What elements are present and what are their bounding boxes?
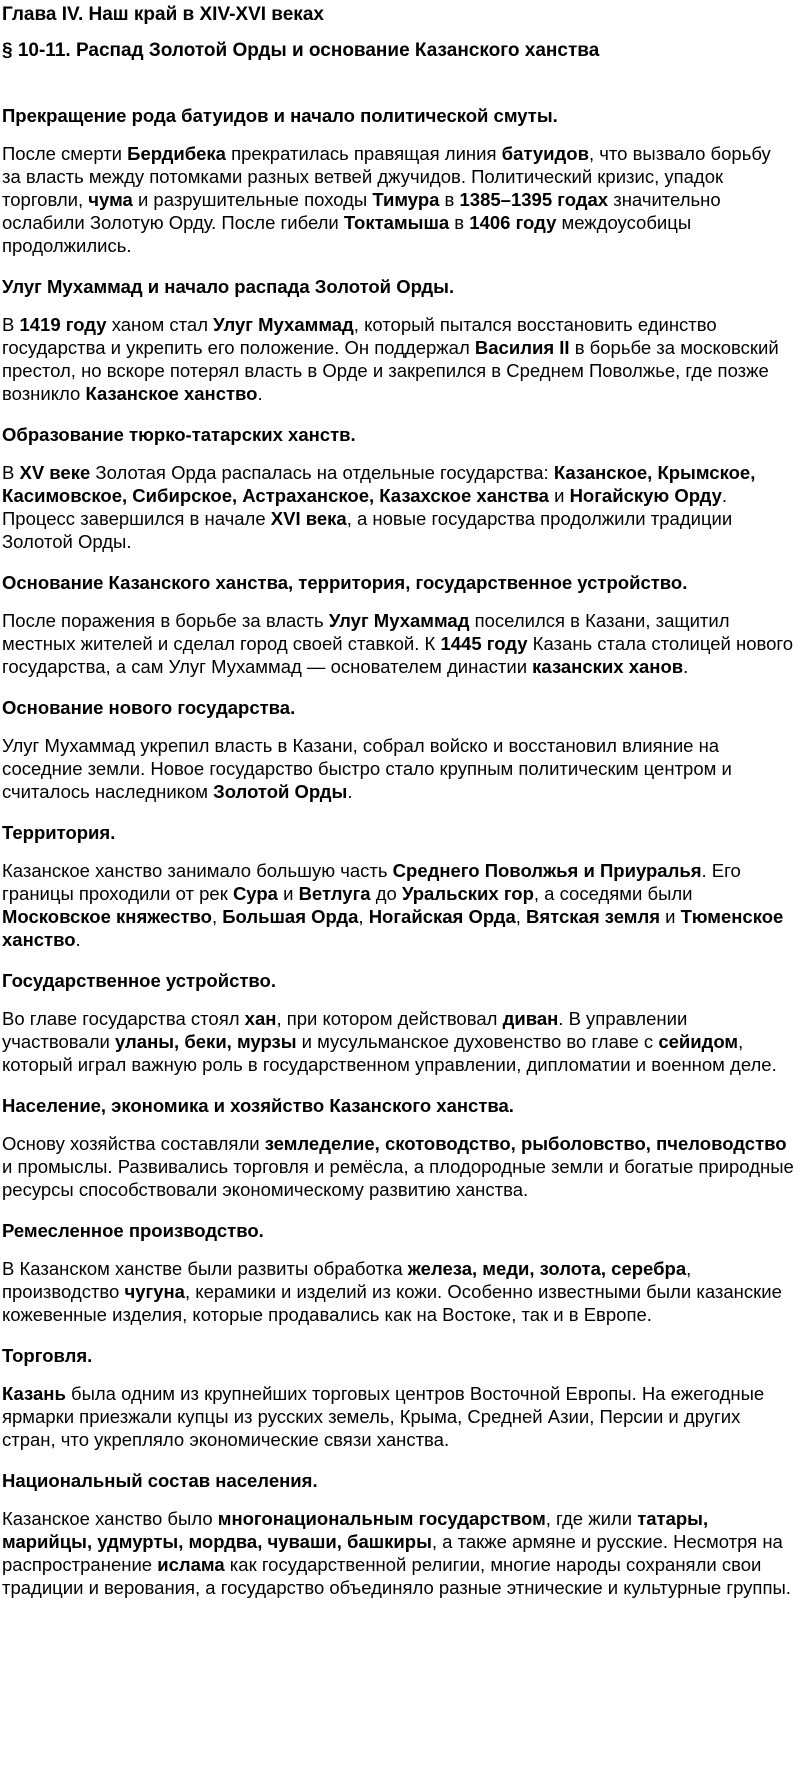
bold-term: сейидом [658,1031,739,1052]
text-run: , а также армяне и русские. Несмотря на распространение [2,1531,783,1575]
bold-term: Вятская земля [526,906,661,927]
section-heading: Улуг Мухаммад и начало распада Золотой Орды. [2,276,455,297]
bold-term: железа, меди, золота, серебра [407,1258,687,1279]
bold-term: 1445 году [440,633,528,654]
section [2,969,794,1076]
text-run: значительно ослабили Золотую Орду. После гибели [2,189,721,233]
section-heading: Население, экономика и хозяйство Казанского ханства. [2,1095,514,1116]
text-run: в борьбе за московский престол, но вскоре потерял власть в Орде и закрепился в Среднем Поволжье, где позже возникло [2,337,779,404]
section [2,1219,794,1326]
section [2,1344,794,1451]
text-run: прекратилась правящая линия [225,143,502,164]
bold-term: XVI века [270,508,347,529]
text-run: как государственной религии, многие народы сохраняли свои традиции и верования, а государство объединяло разные этнические и культурные группы. [2,1554,791,1598]
section-body [2,1132,794,1201]
text-run: , [515,906,527,927]
bold-term: 1419 году [19,314,107,335]
text-run: В Казанском ханстве были развиты обработка [2,1258,408,1279]
section-body [2,859,794,951]
text-run: ханом стал [106,314,214,335]
text-run: В [2,314,20,335]
text-run: и [660,906,681,927]
bold-term: Токтамыша [343,212,450,233]
bold-term: XV веке [19,462,91,483]
text-run: После поражения в борьбе за власть [2,610,329,631]
text-run: . [75,929,81,950]
text-run: и мусульманское духовенство во главе с [296,1031,659,1052]
section-heading: Территория. [2,822,116,843]
section-body [2,1507,794,1599]
bold-term: Ветлуга [298,883,371,904]
section-body [2,734,794,803]
section [2,696,794,803]
text-run: , что вызвало борьбу за власть между потомками разных ветвей джучидов. Политический кризис, упадок торговли, [2,143,771,210]
text-run: , где жили [545,1508,638,1529]
text-run: Золотая Орда распалась на отдельные государства: [90,462,554,483]
section [2,1094,794,1201]
text-run: , [211,906,223,927]
bold-term: Улуг Мухаммад [213,314,354,335]
text-run: Основу хозяйства составляли [2,1133,265,1154]
section-heading: Национальный состав населения. [2,1470,318,1491]
bold-term: Василия II [474,337,570,358]
bold-term: земледелие, скотоводство, рыболовство, пчеловодство [264,1133,787,1154]
bold-term: чума [88,189,133,210]
bold-term: диван [502,1008,559,1029]
text-run: Улуг Мухаммад укрепил власть в Казани, собрал войско и восстановил влияние на соседние земли. Новое государство быстро стало крупным политическим центром и считалось наследником [2,735,732,802]
bold-term: Казанское ханство [85,383,258,404]
section-heading: Основание нового государства. [2,697,296,718]
text-run: междоусобицы продолжились. [2,212,692,256]
text-run: и разрушительные походы [132,189,373,210]
text-run: . В управлении участвовали [2,1008,688,1052]
section-heading: Ремесленное производство. [2,1220,264,1241]
section [2,821,794,951]
text-run: , который пытался восстановить единство государства и укрепить его положение. Он поддержал [2,314,717,358]
bold-term: хан [244,1008,277,1029]
section-heading: Государственное устройство. [2,970,276,991]
bold-term: Среднего Поволжья и Приуралья [392,860,702,881]
bold-term: Ногайскую Орду [569,485,722,506]
bold-term: Тимура [372,189,440,210]
text-run: , а новые государства продолжили традиции Золотой Орды. [2,508,733,552]
section-heading: Образование тюрко-татарских ханств. [2,424,356,445]
text-run: . [257,383,263,404]
bold-term: Уральских гор [401,883,534,904]
section-heading: Торговля. [2,1345,93,1366]
bold-term: Большая Орда [222,906,359,927]
bold-term: многонациональным государством [217,1508,546,1529]
sections-container [2,104,794,1599]
text-run: в [449,212,470,233]
text-run: Казанское ханство занимало большую часть [2,860,393,881]
text-run: и промыслы. Развивались торговля и ремёсла, а плодородные земли и богатые природные ресурсы способствовали экономическому развитию ханства. [2,1156,794,1200]
section-heading: Основание Казанского ханства, территория, государственное устройство. [2,572,688,593]
bold-term: Казанское, Крымское, Касимовское, Сибирское, Астраханское, Казахское ханства [2,462,756,506]
bold-term: чугуна [124,1281,185,1302]
text-run: Во главе государства стоял [2,1008,245,1029]
text-run: , [358,906,369,927]
text-run: , который играл важную роль в государственном управлении, дипломатии и военном деле. [2,1031,777,1075]
section-body [2,1007,794,1076]
text-run: , а соседями были [533,883,693,904]
text-run: , керамики и изделий из кожи. Особенно известными были казанские кожевенные изделия, которые продавались как на Востоке, так и в Европе. [2,1281,782,1325]
bold-term: Тюменское ханство [2,906,784,950]
bold-term: уланы, беки, мурзы [115,1031,297,1052]
bold-term: Сура [232,883,278,904]
text-run: . [683,656,689,677]
section-body [2,609,794,678]
text-run: Казанское ханство было [2,1508,218,1529]
text-run: поселился в Казани, защитил местных жителей и сделал город своей ставкой. К [2,610,730,654]
bold-term: 1406 году [469,212,557,233]
section-body [2,142,794,257]
section [2,275,794,405]
section [2,1469,794,1599]
text-run: После смерти [2,143,128,164]
paragraph-title: § 10-11. Распад Золотой Орды и основание Казанского ханства [2,40,600,61]
chapter-title: Глава IV. Наш край в XIV-XVI веках [2,4,324,25]
bold-term: 1385–1395 годах [459,189,609,210]
section-body [2,313,794,405]
bold-term: Московское княжество [2,906,212,927]
section [2,571,794,678]
bold-term: Ногайская Орда [368,906,516,927]
text-run: . Процесс завершился в начале [2,485,727,529]
bold-term: Золотой Орды [213,781,348,802]
bold-term: батуидов [501,143,589,164]
text-run: . Его границы проходили от рек [2,860,741,904]
text-run: до [370,883,402,904]
section-body [2,461,794,553]
section-body [2,1382,794,1451]
text-run: в [439,189,460,210]
text-run: , производство [2,1258,692,1302]
bold-term: Казань [2,1383,66,1404]
text-run: , при котором действовал [276,1008,503,1029]
text-run: и [277,883,299,904]
bold-term: татары, марийцы, удмурты, мордва, чуваши, башкиры [2,1508,709,1552]
bold-term: казанских ханов [532,656,684,677]
bold-term: ислама [157,1554,225,1575]
text-run: В [2,462,20,483]
section-body [2,1257,794,1326]
text-run: и [548,485,570,506]
text-run: была одним из крупнейших торговых центров Восточной Европы. На ежегодные ярмарки приезжали купцы из русских земель, Крыма, Средней Азии, Персии и других стран, что укрепляло экономические связи ханства. [2,1383,765,1450]
text-run: Казань стала столицей нового государства, а сам Улуг Мухаммад — основателем династии [2,633,794,677]
section [2,104,794,257]
text-run: . [347,781,353,802]
section-heading: Прекращение рода батуидов и начало политической смуты. [2,105,558,126]
section [2,423,794,553]
bold-term: Бердибека [127,143,226,164]
bold-term: Улуг Мухаммад [328,610,470,631]
